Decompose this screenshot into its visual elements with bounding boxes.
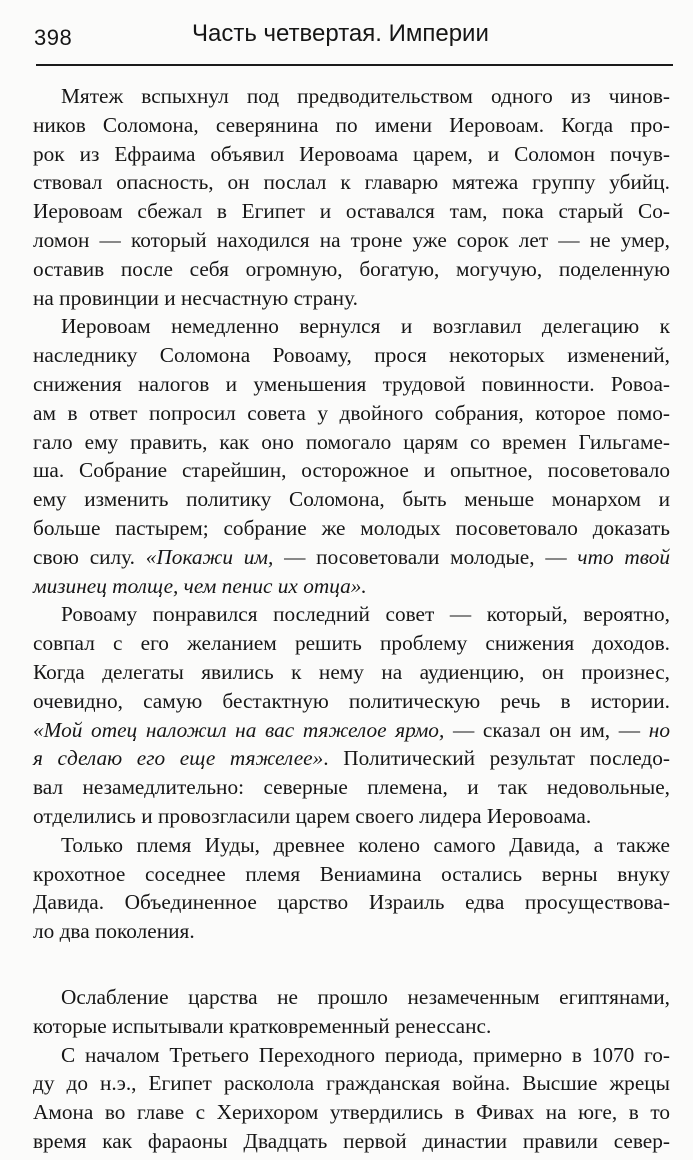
- text-line: Ослабление царства не прошло незамеченным египтянами,: [61, 984, 670, 1009]
- text-line: очевидно, самую бестактную политическую речь в истории.: [33, 688, 670, 713]
- text-line: ему изменить политику Соломона, быть меньше монархом и: [33, 487, 670, 512]
- page-number: 398: [34, 25, 73, 50]
- text-line: снижения налогов и уменьшения трудовой повинности. Ровоа-: [33, 371, 670, 396]
- text-line: рок из Ефраима объявил Иеровоама царем, и Соломон почув-: [33, 141, 670, 166]
- paragraph: [33, 82, 670, 312]
- text-line: С началом Третьего Переходного периода, примерно в 1070 го-: [61, 1042, 670, 1067]
- text-line: которые испытывали кратковременный ренессанс.: [33, 1013, 492, 1038]
- body-text: [33, 82, 670, 1156]
- quote-run: что твой: [577, 544, 671, 569]
- paragraph: [33, 831, 670, 946]
- text-line: Иеровоам немедленно вернулся и возглавил делегацию к: [61, 314, 670, 339]
- text-run: — посоветовали молодые, —: [273, 544, 578, 569]
- running-header: [34, 14, 674, 54]
- text-line: совпал с его желанием решить проблему снижения доходов.: [33, 631, 670, 656]
- text-line: ников Соломона, северянина по имени Иеровоам. Когда про-: [33, 112, 670, 137]
- quote-run: мизинец толще, чем пенис их отца».: [33, 573, 367, 598]
- text-line: на провинции и несчастную страну.: [33, 285, 358, 310]
- text-line: вал незамедлительно: северные племена, и так недовольные,: [33, 775, 670, 800]
- text-line: наследнику Соломона Ровоаму, прося некоторых изменений,: [33, 343, 670, 368]
- quote-run: я сделаю его еще тяжелее»: [33, 746, 324, 771]
- paragraph: [33, 1041, 670, 1156]
- section-break: [33, 946, 670, 983]
- text-line: больше пастырем; собрание же молодых посоветовало доказать: [33, 515, 670, 540]
- text-line: Только племя Иуды, древнее колено самого Давида, а также: [61, 832, 670, 857]
- text-line: [33, 572, 670, 601]
- quote-run: «Мой отец наложил на вас тяжелое ярмо,: [33, 717, 445, 742]
- paragraph: [33, 312, 670, 600]
- text-line: ло два поколения.: [33, 919, 195, 944]
- text-line: Ровоаму понравился последний совет — который, вероятно,: [61, 602, 670, 627]
- text-line: ду до н.э., Египет расколола гражданская война. Высшие жрецы: [33, 1071, 670, 1096]
- paragraph: [33, 983, 670, 1041]
- quote-run: но: [648, 717, 670, 742]
- text-line: отделились и провозгласили царем своего лидера Иеровоама.: [33, 803, 592, 828]
- text-line: время как фараоны Двадцать первой династии правили север-: [33, 1128, 670, 1153]
- text-line: крохотное соседнее племя Вениамина остались верны внуку: [33, 861, 670, 886]
- text-line: Давида. Объединенное царство Израиль едва просуществова-: [33, 890, 670, 915]
- paragraph: [33, 600, 670, 830]
- text-line: [33, 744, 670, 773]
- text-line: ствовал опасность, он послал к главарю мятежа группу убийц.: [33, 170, 670, 195]
- text-line: [33, 543, 670, 572]
- text-line: Иеровоам сбежал в Египет и оставался там, пока старый Со-: [33, 199, 670, 224]
- text-line: ша. Собрание старейшин, осторожное и опытное, посоветовало: [33, 458, 670, 483]
- text-line: гало ему править, как оно помогало царям со времен Гильгаме-: [33, 429, 670, 454]
- text-line: ам в ответ попросил совета у двойного собрания, которое помо-: [33, 400, 670, 425]
- text-line: оставив после себя огромную, богатую, могучую, поделенную: [33, 256, 670, 281]
- text-line: ломон — который находился на троне уже сорок лет — не умер,: [33, 227, 670, 252]
- text-line: [33, 716, 670, 745]
- header-rule: [36, 64, 673, 66]
- text-line: Амона во главе с Херихором утвердились в Фивах на юге, в то: [33, 1100, 670, 1125]
- quote-run: «Покажи им,: [145, 544, 274, 569]
- running-title: Часть четвертая. Империи: [192, 20, 489, 47]
- text-run: свою силу.: [33, 544, 146, 569]
- text-run: — сказал он им, —: [444, 717, 649, 742]
- text-line: Мятеж вспыхнул под предводительством одного из чинов-: [61, 84, 670, 108]
- text-run: . Политический результат последо-: [323, 746, 670, 771]
- text-line: Когда делегаты явились к нему на аудиенцию, он произнес,: [33, 659, 670, 684]
